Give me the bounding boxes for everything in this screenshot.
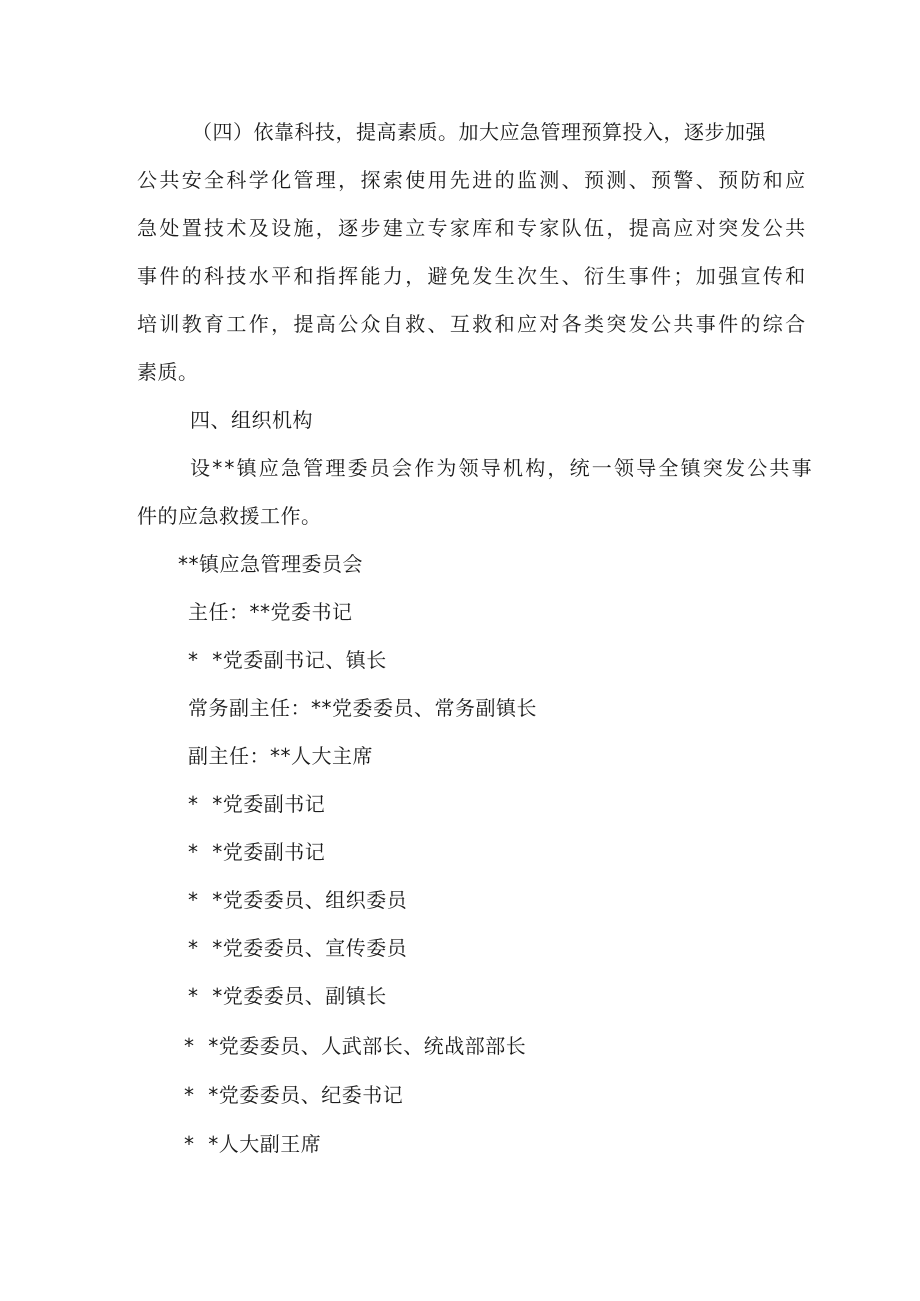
committee-director: 主任：**党委书记 [188, 600, 353, 624]
paragraph-line: 素质。 [137, 360, 199, 384]
committee-member: * *党委委员、纪委书记 [184, 1083, 404, 1107]
paragraph-line: 件的应急救援工作。 [137, 504, 322, 528]
committee-member: * *党委委员、宣传委员 [188, 936, 408, 960]
committee-member: * *党委委员、副镇长 [188, 984, 387, 1008]
committee-member: * *党委副书记 [188, 840, 326, 864]
paragraph-line: 设**镇应急管理委员会作为领导机构，统一领导全镇突发公共事 [190, 456, 814, 480]
committee-director-2: * *党委副书记、镇长 [188, 648, 387, 672]
committee-member: * *党委委员、人武部长、统战部部长 [184, 1034, 527, 1058]
paragraph-line: （四）依靠科技，提高素质。加大应急管理预算投入，逐步加强 [192, 120, 766, 144]
paragraph-line: 急处置技术及设施，逐步建立专家库和专家队伍，提高应对突发公共 [137, 216, 808, 240]
committee-name: **镇应急管理委员会 [178, 552, 363, 576]
committee-exec-deputy: 常务副主任：**党委委员、常务副镇长 [188, 696, 537, 720]
committee-member: * *党委委员、组织委员 [188, 888, 408, 912]
paragraph-line: 事件的科技水平和指挥能力，避免发生次生、衍生事件；加强宣传和 [137, 264, 808, 288]
paragraph-line: 公共安全科学化管理，探索使用先进的监测、预测、预警、预防和应 [137, 168, 808, 192]
committee-deputy: 副主任：**人大主席 [188, 744, 373, 768]
committee-member: * *党委副书记 [188, 792, 326, 816]
committee-member: * *人大副王席 [184, 1132, 322, 1156]
paragraph-line: 培训教育工作，提高公众自救、互救和应对各类突发公共事件的综合 [137, 312, 808, 336]
section-heading: 四、组织机构 [190, 408, 313, 432]
